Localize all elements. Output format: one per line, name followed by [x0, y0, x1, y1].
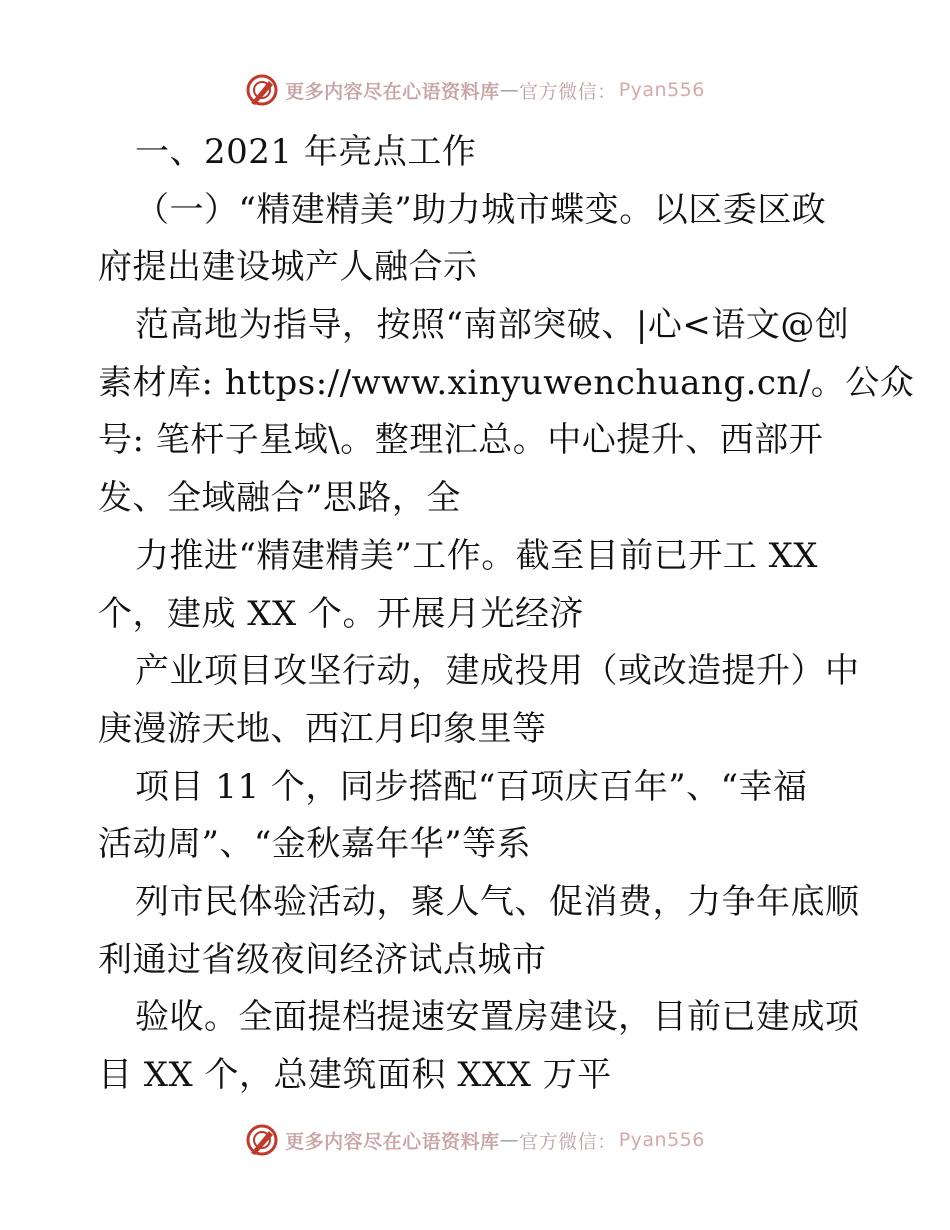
- paragraph-line: 项目 11 个，同步搭配“百项庆百年”、“幸福: [135, 766, 808, 807]
- paragraph-line: 范高地为指导，按照“南部突破、|心<语文@创: [135, 305, 850, 346]
- watermark-wechat-label: 官方微信：: [519, 80, 617, 103]
- pen-logo-icon: [245, 73, 279, 107]
- watermark-wechat-id: Pyan556: [618, 1129, 705, 1151]
- watermark-library-text: 更多内容尽在心语资料库: [285, 1130, 500, 1153]
- section-heading: 一、2021 年亮点工作: [135, 132, 477, 172]
- paragraph-line: 利通过省级夜间经济试点城市: [98, 939, 547, 980]
- document-body: [98, 124, 915, 1105]
- paragraph-line: 个，建成 XX 个。开展月光经济: [98, 593, 585, 634]
- paragraph-line: 活动周”、“金秋嘉年华”等系: [98, 824, 532, 865]
- watermark-wechat-id: Pyan556: [618, 79, 705, 101]
- paragraph-line: 力推进“精建精美”工作。截至目前已开工 XX: [135, 535, 818, 576]
- watermark-separator: —: [499, 1129, 520, 1151]
- pen-logo-icon: [245, 1123, 279, 1157]
- paragraph-line: 庚漫游天地、西江月印象里等: [98, 708, 547, 749]
- watermark-footer: [0, 1120, 950, 1160]
- paragraph-line: （一）“精建精美”助力城市蝶变。以区委区政: [135, 189, 827, 230]
- paragraph-line: 发、全域融合”思路，全: [98, 478, 461, 519]
- watermark-wechat-label: 官方微信：: [519, 1130, 617, 1153]
- watermark-library-text: 更多内容尽在心语资料库: [285, 80, 500, 103]
- watermark-separator: —: [499, 79, 520, 101]
- paragraph-line: 号: 笔杆子星域\。整理汇总。中心提升、西部开: [98, 420, 824, 461]
- paragraph-line: 列市民体验活动，聚人气、促消费，力争年底顺: [135, 881, 860, 922]
- paragraph-line: 验收。全面提档提速安置房建设，目前已建成项: [135, 997, 860, 1038]
- paragraph-line: 产业项目攻坚行动，建成投用（或改造提升）中: [135, 651, 860, 692]
- paragraph-line: 府提出建设城产人融合示: [98, 247, 478, 288]
- paragraph-line: 素材库: https://www.xinyuwenchuang.cn/。公众: [98, 362, 915, 403]
- paragraph-line: 目 XX 个，总建筑面积 XXX 万平: [98, 1055, 612, 1095]
- watermark-header: [0, 70, 950, 110]
